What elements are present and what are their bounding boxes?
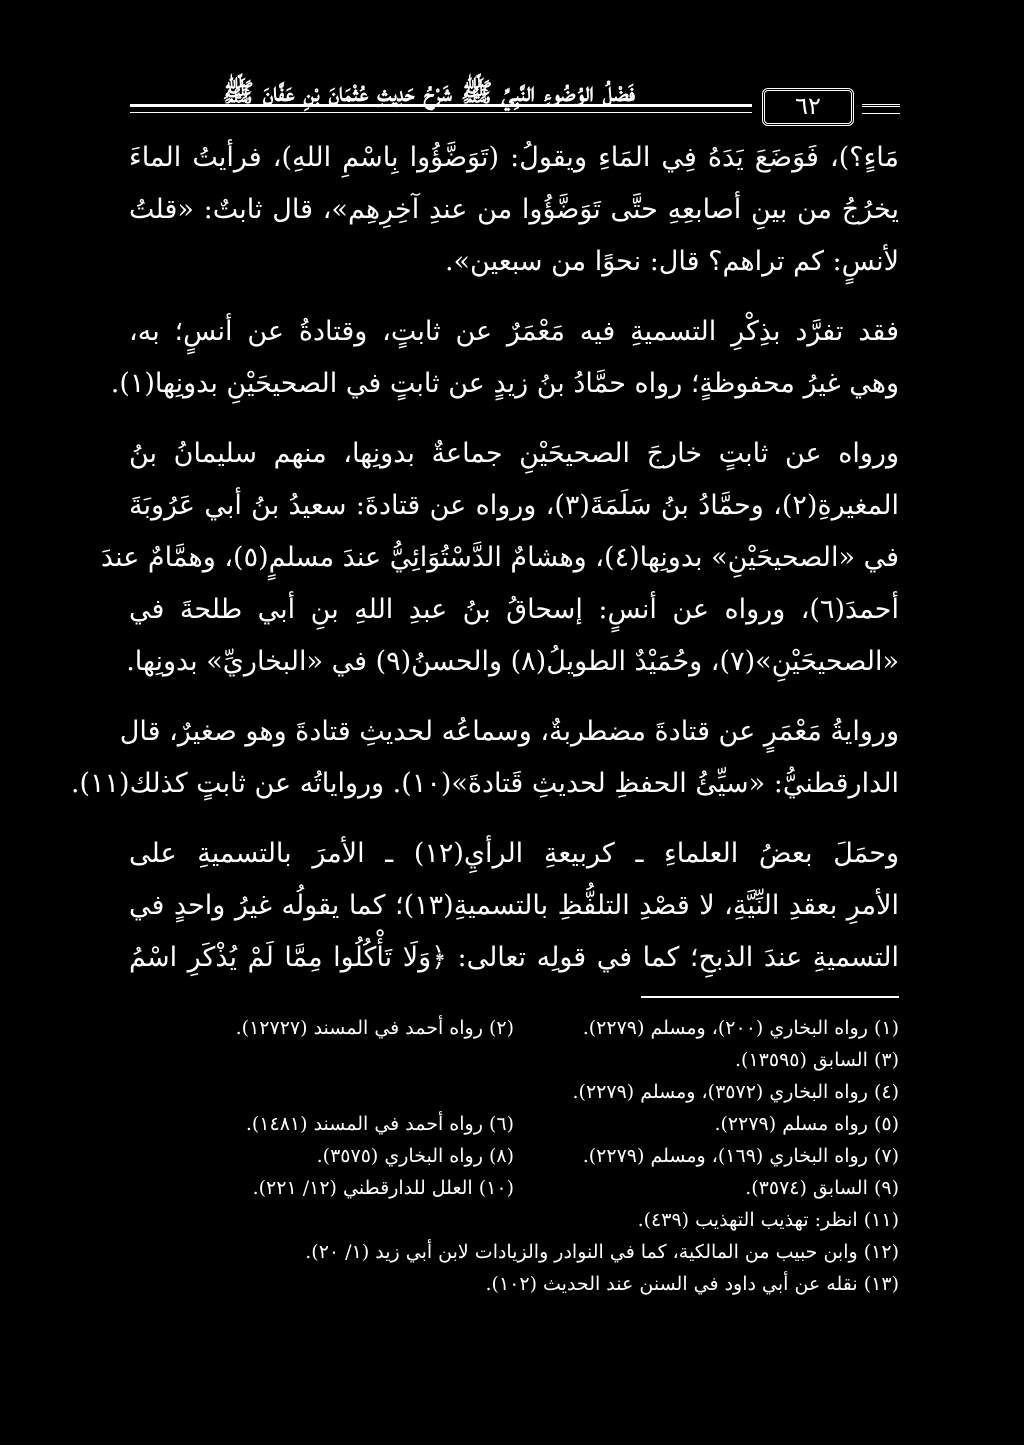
footnote-row xyxy=(129,1268,899,1300)
footnote xyxy=(129,1076,899,1108)
text-line: فقد تفرَّد بذِكْرِ التسميةِ فيه مَعْمَرٌ عن ثابتٍ، وقتادةُ عن أنسٍ؛ به، xyxy=(129,316,899,347)
footnote-number: (٧) xyxy=(873,1145,899,1167)
footnote-row xyxy=(129,1236,899,1268)
footnote-row xyxy=(129,1012,899,1044)
paragraph xyxy=(129,828,899,984)
text-line: المغيرةِ(٢)، وحمَّادُ بنُ سَلَمَةَ(٣)، ورواه عن قتادةَ: سعيدُ بنُ أبي عَرُوبَةَ xyxy=(129,490,899,521)
footnote-number: (٦) xyxy=(488,1113,514,1135)
text-line: وحمَلَ بعضُ العلماءِ ـ كربيعةِ الرأيِ(١٢) ـ الأمرَ بالتسميةِ على xyxy=(129,838,899,869)
text-line: أحمدَ(٦)، ورواه عن أنسٍ: إسحاقُ بنُ عبدِ اللهِ بنِ أبي طلحةَ في xyxy=(129,594,899,625)
footnote-number: (٤) xyxy=(873,1081,899,1103)
page-header xyxy=(130,68,900,128)
footnote-text: رواه البخاري (٣٥٧٥). xyxy=(316,1145,483,1167)
text-line: ورواه عن ثابتٍ خارجَ الصحيحَيْنِ جماعةٌ بدونِها، منهم سليمانُ بنُ xyxy=(129,438,899,469)
header-rule-right xyxy=(862,104,900,114)
footnote-number: (٢) xyxy=(488,1017,514,1039)
footnote-number: (٥) xyxy=(873,1113,899,1135)
footnote-row xyxy=(129,1076,899,1108)
footnote-text: السابق (١٣٥٩٥). xyxy=(735,1049,868,1071)
paragraph xyxy=(100,428,899,688)
footnote-text: نقله عن أبي داود في السنن عند الحديث (١٠٢). xyxy=(485,1273,858,1295)
header-rule-left xyxy=(130,104,752,113)
footnote xyxy=(514,1140,899,1172)
text-line: مَاءٍ؟)، فَوَضَعَ يَدَهُ فِي المَاءِ ويقولُ: (تَوَضَّؤُوا بِاسْمِ اللهِ)، فرأيتُ الماءَ xyxy=(129,142,899,173)
footnote-row xyxy=(129,1172,899,1204)
text-line: لأنسٍ: كم تراهم؟ قال: نحوًا من سبعين». xyxy=(444,246,899,277)
footnote xyxy=(129,1268,899,1300)
footnote-separator xyxy=(641,996,899,998)
footnote-text: وابن حبيب من المالكية، كما في النوادر والزيادات لابن أبي زيد (١/ ٢٠). xyxy=(305,1241,858,1263)
text-line: يخرُجُ من بينِ أصابعِهِ حتَّى تَوَضَّؤُوا من عندِ آخِرِهِم»، قال ثابتٌ: «قلتُ xyxy=(129,194,899,225)
footnote-number: (١٠) xyxy=(478,1177,514,1199)
footnote-row xyxy=(129,1140,899,1172)
text-line: وهي غيرُ محفوظةٍ؛ رواه حمَّادُ بنُ زيدٍ عن ثابتٍ في الصحيحَيْنِ بدونِها(١). xyxy=(110,368,899,399)
footnotes xyxy=(129,1012,899,1300)
footnote-text: العلل للدارقطني (١٢/ ٢٢١). xyxy=(252,1177,473,1199)
footnote xyxy=(514,1108,899,1140)
text-line: في «الصحيحَيْنِ» بدونِها(٤)، وهشامٌ الدَّسْتُوَائِيُّ عندَ مسلمٍ(٥)، وهمَّامٌ عندَ xyxy=(100,542,899,573)
footnote-row xyxy=(129,1204,899,1236)
paragraph xyxy=(129,132,899,288)
footnote xyxy=(129,1012,514,1044)
footnote-text: رواه مسلم (٢٢٧٩). xyxy=(714,1113,868,1135)
footnote-number: (٣) xyxy=(873,1049,899,1071)
text-line: وروايةُ مَعْمَرٍ عن قتادةَ مضطربةٌ، وسماعُه لحديثِ قتادةَ وهو صغيرٌ، قال xyxy=(119,716,899,747)
footnote-number: (٨) xyxy=(488,1145,514,1167)
footnote xyxy=(129,1108,514,1140)
footnote-row xyxy=(129,1108,899,1140)
paragraph xyxy=(110,306,899,410)
footnote-text: رواه أحمد في المسند (١٤٨١). xyxy=(245,1113,483,1135)
body-text xyxy=(70,132,899,1002)
footnote xyxy=(129,1204,899,1236)
footnote-text: رواه أحمد في المسند (١٢٧٢٧). xyxy=(235,1017,483,1039)
text-line: التسميةِ عندَ الذبحِ؛ كما في قولِه تعالى: ﴿وَلَا تَأْكُلُوا مِمَّا لَمْ يُذْكَرِ اسْمُ xyxy=(129,942,899,973)
footnote-number: (١٣) xyxy=(863,1273,899,1295)
footnote-text: رواه البخاري (١٦٩)، ومسلم (٢٢٧٩). xyxy=(582,1145,868,1167)
footnote xyxy=(129,1172,514,1204)
footnote xyxy=(514,1012,899,1044)
text-line: الأمرِ بعقدِ النِّيَّةِ، لا قصْدِ التلفُّظِ بالتسميةِ(١٣)؛ كما يقولُه غيرُ واحدٍ في xyxy=(129,890,899,921)
footnote-row xyxy=(129,1044,899,1076)
footnote-text: رواه البخاري (٣٥٧٢)، ومسلم (٢٢٧٩). xyxy=(572,1081,868,1103)
footnote xyxy=(514,1172,899,1204)
footnote xyxy=(129,1140,514,1172)
footnote-number: (١) xyxy=(873,1017,899,1039)
page-number: ٦٢ xyxy=(762,88,854,126)
footnote-text: السابق (٣٥٧٤). xyxy=(745,1177,868,1199)
footnote-number: (٩) xyxy=(873,1177,899,1199)
footnote-number: (١١) xyxy=(863,1209,899,1231)
footnote-number: (١٢) xyxy=(863,1241,899,1263)
footnote xyxy=(129,1044,899,1076)
text-line: الدارقطنيُّ: «سيِّئُ الحفظِ لحديثِ قَتادةَ»(١٠). ورواياتُه عن ثابتٍ كذلك(١١). xyxy=(70,768,899,799)
footnote xyxy=(129,1236,899,1268)
text-line: «الصحيحَيْنِ»(٧)، وحُمَيْدٌ الطويلُ(٨) والحسنُ(٩) في «البخاريِّ» بدونِها. xyxy=(126,646,899,677)
footnote-text: رواه البخاري (٢٠٠)، ومسلم (٢٢٧٩). xyxy=(582,1017,868,1039)
running-title: فَضْلُ الوُضُوءِ النَّبِيِّ ﷺ شَرْحُ حَدِيثِ عُثْمَانَ بْنِ عَفَّانَ ﷺ xyxy=(222,78,635,108)
footnote-text: انظر: تهذيب التهذيب (٤٣٩). xyxy=(637,1209,858,1231)
paragraph xyxy=(70,706,899,810)
